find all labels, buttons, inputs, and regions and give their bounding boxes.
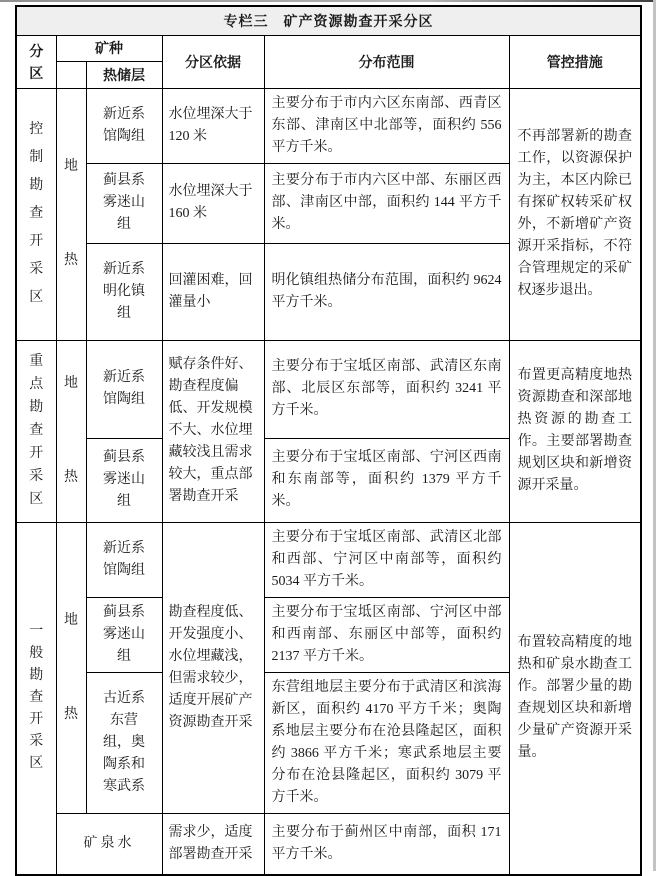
distribution-cell: 主要分布于宝坻区南部、宁河区中部和西南部、东丽区中部等，面积约 2137 平方千米。	[264, 597, 509, 672]
vertical-char: 地	[64, 376, 78, 391]
distribution-cell: 主要分布于宝坻区南部、宁河区西南和东南部等，面积约 1379 平方千米。	[264, 438, 509, 522]
zone-label	[17, 341, 56, 522]
table-row	[16, 340, 641, 438]
basis-cell: 回灌困难，回灌量小	[162, 243, 264, 340]
table-row	[16, 522, 641, 597]
zone-cell-control	[16, 88, 56, 340]
vertical-char: 热	[64, 706, 78, 722]
vertical-char: 区	[29, 290, 44, 305]
vertical-char: 热	[64, 470, 78, 485]
distribution-cell: 主要分布于蓟州区中南部，面积 171 平方千米。	[264, 813, 509, 875]
zone-label	[17, 89, 56, 340]
vertical-char: 查	[29, 690, 44, 706]
header-row-top	[16, 35, 641, 61]
basis-cell: 勘查程度低、开发强度小、水位埋藏浅，但需求较少，适度开展矿产资源勘查开采	[162, 522, 264, 813]
vertical-char: 采	[29, 262, 44, 277]
reservoir-cell: 新近系馆陶组	[86, 340, 162, 438]
vertical-char: 热	[64, 253, 78, 268]
vertical-char: 一	[29, 624, 44, 640]
vertical-char: 重	[29, 354, 44, 369]
vertical-char: 区	[29, 756, 44, 772]
mineral-label	[57, 89, 86, 340]
control-cell: 不再部署新的勘查工作，以资源保护为主，本区内除已有探矿权转采矿权外，不新增矿产资源开采指标，不符合管理规定的采矿权逐步退出。	[509, 88, 641, 340]
header-distribution: 分布范围	[264, 35, 509, 88]
header-mineral-sub-empty	[56, 61, 86, 88]
basis-cell: 赋存条件好、勘查程度偏低、开发规模不大、水位埋藏较浅且需求较大，重点部署勘查开采	[162, 340, 264, 522]
reservoir-cell: 古近系东营组，奥陶系和寒武系	[86, 672, 162, 813]
vertical-char: 地	[64, 159, 78, 174]
distribution-cell: 主要分布于市内六区东南部、西青区东部、津南区中北部等，面积约 556 平方千米。	[264, 88, 509, 163]
reservoir-cell: 新近系馆陶组	[86, 88, 162, 163]
vertical-char: 制	[29, 150, 44, 165]
header-reservoir: 热储层	[86, 61, 162, 88]
reservoir-cell: 蓟县系雾迷山组	[86, 438, 162, 522]
mineral-label	[57, 341, 86, 522]
mineral-label	[57, 523, 86, 813]
vertical-char: 般	[29, 646, 44, 662]
vertical-char: 区	[29, 492, 44, 507]
reservoir-cell: 蓟县系雾迷山组	[86, 163, 162, 243]
vertical-char: 采	[29, 734, 44, 750]
page-top-edge	[0, 0, 656, 2]
mineral-zoning-table	[15, 5, 642, 876]
distribution-cell: 主要分布于宝坻区南部、武清区北部和西部、宁河区中南部等，面积约 5034 平方千米。	[264, 522, 509, 597]
basis-cell: 需求少，适度部署勘查开采	[162, 813, 264, 875]
header-basis: 分区依据	[162, 35, 264, 88]
table-title: 专栏三 矿产资源勘查开采分区	[16, 6, 641, 35]
reservoir-cell: 新近系馆陶组	[86, 522, 162, 597]
distribution-cell: 东营组地层主要分布于武清区和滨海新区，面积约 4170 平方千米；奥陶系地层主要分布在沧县隆起区，面积约 3866 平方千米；寒武系地层主要分布在沧县隆起区，面积约 3079 平方千米。	[264, 672, 509, 813]
vertical-char: 点	[29, 377, 44, 392]
header-zone: 分区	[16, 35, 56, 88]
vertical-char: 控	[29, 122, 44, 137]
zone-cell-general	[16, 522, 56, 875]
distribution-cell: 明化镇组热储分布范围，面积约 9624 平方千米。	[264, 243, 509, 340]
control-cell: 布置更高精度地热资源勘查和深部地热资源的勘查工作。主要部署勘查规划区块和新增资源开采量。	[509, 340, 641, 522]
header-mineral: 矿种	[56, 35, 162, 61]
basis-cell: 水位埋深大于 120 米	[162, 88, 264, 163]
mineral-cell-geothermal-2	[56, 340, 86, 522]
mineral-cell-mineral-water: 矿泉水	[56, 813, 162, 875]
zone-cell-key	[16, 340, 56, 522]
title-row	[16, 6, 641, 35]
vertical-char: 地	[64, 612, 78, 628]
vertical-char: 查	[29, 423, 44, 438]
vertical-char: 开	[29, 712, 44, 728]
basis-cell: 水位埋深大于 160 米	[162, 163, 264, 243]
vertical-char: 查	[29, 206, 44, 221]
zone-label	[17, 523, 56, 875]
vertical-char: 勘	[29, 178, 44, 193]
table-row	[16, 88, 641, 163]
mineral-cell-geothermal-1	[56, 88, 86, 340]
vertical-char: 采	[29, 469, 44, 484]
header-control: 管控措施	[509, 35, 641, 88]
distribution-cell: 主要分布于宝坻区南部、武清区东南部、北辰区东部等，面积约 3241 平方千米。	[264, 340, 509, 438]
vertical-char: 开	[29, 446, 44, 461]
distribution-cell: 主要分布于市内六区中部、东丽区西部、津南区中部，面积约 144 平方千米。	[264, 163, 509, 243]
control-cell: 布置较高精度的地热和矿泉水勘查工作。部署少量的勘查规划区块和新增少量矿产资源开采量。	[509, 522, 641, 875]
reservoir-cell: 蓟县系雾迷山组	[86, 597, 162, 672]
vertical-char: 勘	[29, 400, 44, 415]
reservoir-cell: 新近系明化镇组	[86, 243, 162, 340]
mineral-cell-geothermal-3	[56, 522, 86, 813]
vertical-char: 开	[29, 234, 44, 249]
vertical-char: 勘	[29, 668, 44, 684]
